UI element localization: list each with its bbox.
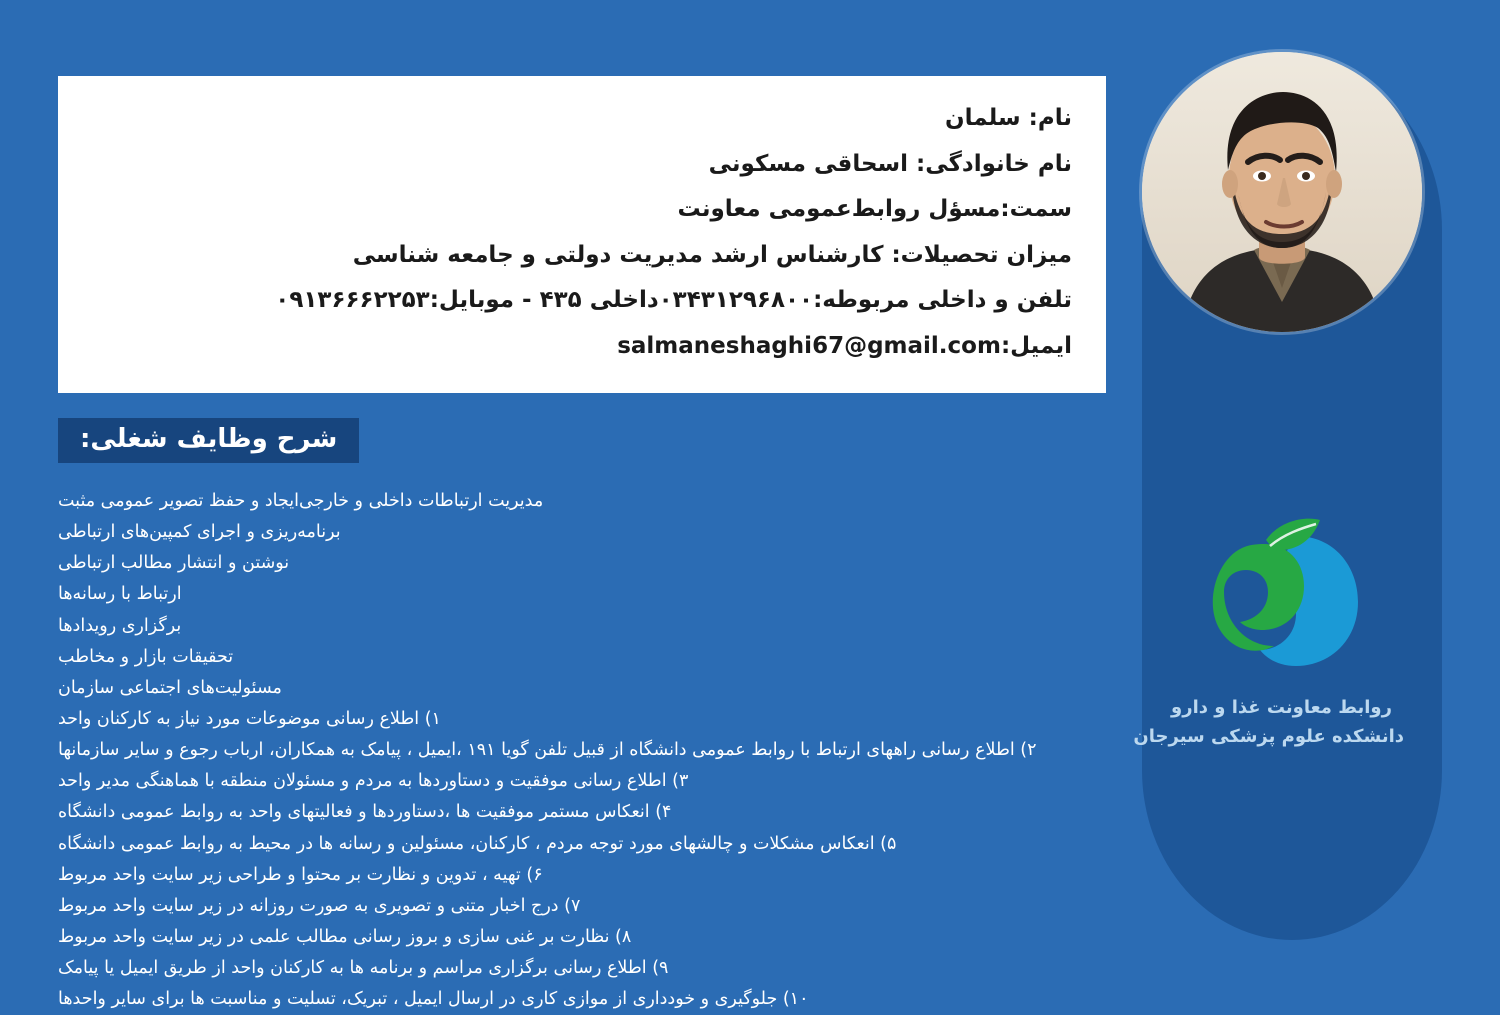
portrait-photo (1142, 52, 1422, 332)
personal-info-card (58, 76, 1106, 393)
list-item: نوشتن و انتشار مطالب ارتباطی (58, 553, 290, 574)
list-item: ۸) نظارت بر غنی سازی و بروز رسانی مطالب علمی در زیر سایت واحد مربوط (58, 926, 632, 947)
list-item: ۹) اطلاع رسانی برگزاری مراسم و برنامه ها به کارکنان واحد از طریق ایمیل یا پیامک (58, 958, 669, 979)
list-item: مدیریت ارتباطات داخلی و خارجی‌ایجاد و حفظ تصویر عمومی مثبت (58, 491, 544, 511)
duties-list (58, 486, 1070, 1015)
list-item: ۳) اطلاع رسانی موفقیت و دستاوردها به مردم و مسئولان منطقه با هماهنگی مدیر واحد (58, 771, 689, 792)
logo-caption-line-1: روابط معاونت غذا و دارو (1171, 697, 1392, 718)
list-item: ۱۰) جلوگیری و خودداری از موازی کاری در ارسال ایمیل ، تبریک، تسلیت و مناسبت ها برای سایر واحدها (58, 989, 809, 1010)
list-item: ۴) انعکاس مستمر موفقیت ها ،دستاوردها و فعالیتهای واحد به روابط عمومی دانشگاه (58, 802, 672, 823)
ifda-logo-icon (1192, 500, 1372, 680)
list-item: ارتباط با رسانه‌ها (58, 584, 182, 605)
list-item: ۷) درج اخبار متنی و تصویری به صورت روزانه در زیر سایت واحد مربوط (58, 895, 581, 916)
info-name: نام: سلمان (944, 105, 1072, 131)
info-family-name: نام خانوادگی: اسحاقی مسکونی (708, 150, 1072, 177)
info-position: سمت:مسؤل روابط‌عمومی معاونت (677, 196, 1072, 223)
list-item: برنامه‌ریزی و اجرای کمپین‌های ارتباطی (58, 522, 341, 543)
organization-logo-block (1133, 500, 1404, 752)
info-education: میزان تحصیلات: کارشناس ارشد مدیریت دولتی و جامعه شناسی (352, 241, 1072, 268)
info-email: ایمیل:salmaneshaghi67@gmail.com (617, 332, 1072, 359)
list-item: مسئولیت‌های اجتماعی سازمان (58, 677, 282, 698)
list-item: تحقیقات بازار و مخاطب (58, 646, 234, 667)
list-item: ۶) تهیه ، تدوین و نظارت بر محتوا و طراحی زیر سایت واحد مربوط (58, 864, 543, 885)
avatar (1142, 52, 1422, 332)
list-item: ۲) اطلاع رسانی راههای ارتباط با روابط عمومی دانشگاه از قبیل تلفن گویا ۱۹۱ ،ایمیل ، پیامک به همکاران، ارباب رجوع و سایر سازمانها (58, 740, 1037, 761)
info-phone: تلفن و داخلی مربوطه:۰۳۴۳۱۲۹۶۸۰۰داخلی ۴۳۵ - موبایل:۰۹۱۳۶۶۶۲۲۵۳ (275, 287, 1072, 314)
list-item: ۵) انعکاس مشکلات و چالشهای مورد توجه مردم ، کارکنان، مسئولین و رسانه ها در محیط به روابط عمومی دانشگاه (58, 833, 897, 854)
list-item: برگزاری رویدادها (58, 615, 182, 636)
list-item: ۱) اطلاع رسانی موضوعات مورد نیاز به کارکنان واحد (58, 708, 441, 729)
duties-heading: شرح وظایف شغلی: (58, 418, 359, 463)
logo-caption-line-2: دانشکده علوم پزشکی سیرجان (1133, 725, 1404, 747)
duties-heading-wrap (58, 418, 1058, 463)
